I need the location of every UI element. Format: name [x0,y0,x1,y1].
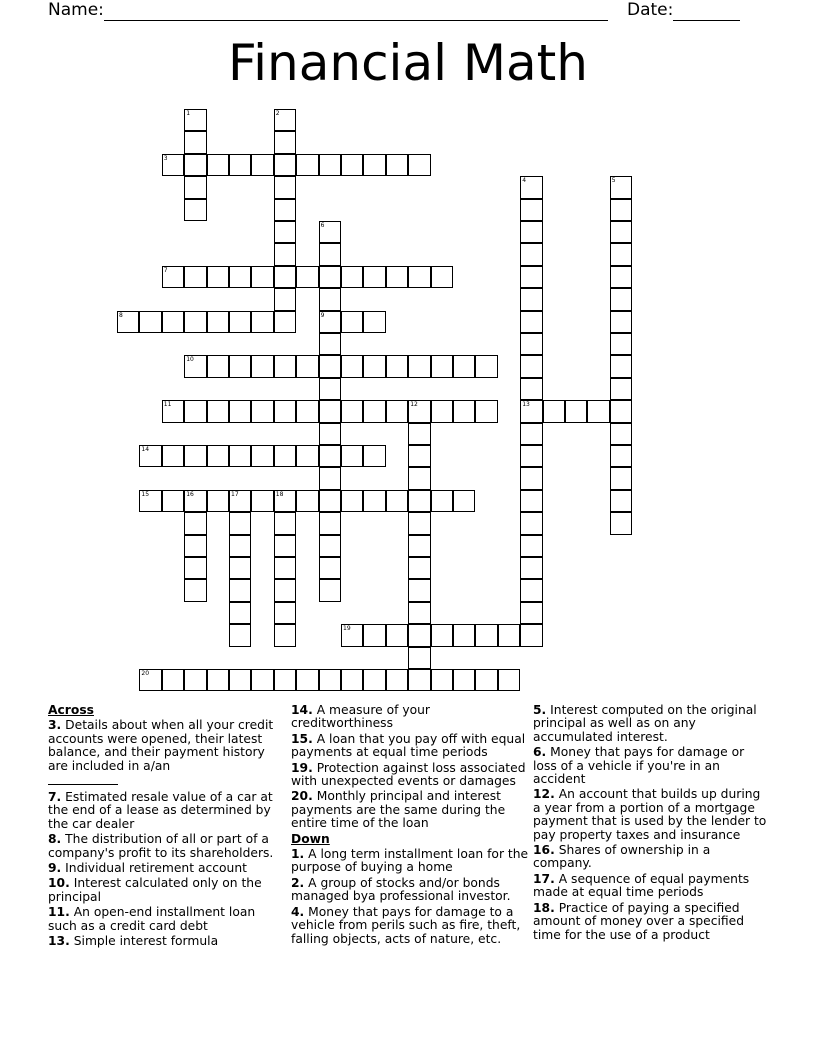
crossword-cell[interactable] [251,355,273,377]
clue-down-4: 4. Money that pays for damage to a vehicle from perils such as fire, theft, falling objects, acts of nature, etc. [291,904,521,946]
crossword-cell[interactable] [162,669,184,691]
crossword-cell[interactable] [184,154,206,176]
crossword-cell[interactable] [498,669,520,691]
clues-column-1 [48,702,286,949]
crossword-cell[interactable] [162,400,184,422]
crossword-cell[interactable] [610,288,632,310]
crossword-cell[interactable] [408,423,430,445]
clue-down-17: 17. A sequence of equal payments made at equal time periods [533,871,750,900]
crossword-cell[interactable] [408,602,430,624]
crossword-cell[interactable] [184,266,206,288]
crossword-cell[interactable] [274,535,296,557]
crossword-cell[interactable] [453,624,475,646]
crossword-cell[interactable] [386,266,408,288]
crossword-cell[interactable] [296,355,318,377]
clue-down-18: 18. Practice of paying a specified amount of money over a specified time for the use of a product [533,900,745,942]
clues-column-3 [533,702,771,942]
clue-number: 14 [141,446,150,453]
crossword-cell[interactable] [610,355,632,377]
crossword-cell[interactable] [274,221,296,243]
clue-number: 15 [141,490,150,498]
clue-across-3: 3. Details about when all your credit accounts were opened, their latest balance, and their payment history are included in a/an [48,719,286,785]
date-label: Date: [627,0,674,20]
crossword-cell[interactable] [341,154,363,176]
crossword-cell[interactable] [229,355,251,377]
crossword-cell[interactable] [363,400,385,422]
name-label: Name: [48,0,104,20]
crossword-cell[interactable] [341,400,363,422]
crossword-cell[interactable] [274,355,296,377]
crossword-cell[interactable] [610,512,632,534]
crossword-cell[interactable] [319,490,341,512]
crossword-cell[interactable] [229,669,251,691]
clue-number: 19 [343,625,351,633]
across-heading: Across [48,703,94,717]
clue-number: 3 [163,154,168,162]
crossword-cell[interactable] [610,378,632,400]
crossword-cell[interactable] [162,445,184,467]
crossword-cell[interactable] [520,579,542,601]
crossword-cell[interactable] [363,154,385,176]
clue-across-10: 10. Interest calculated only on the principal [48,876,262,904]
crossword-cell[interactable] [520,602,542,624]
crossword-cell[interactable] [475,624,497,646]
crossword-cell[interactable] [610,333,632,355]
clue-number: 4 [522,177,527,185]
crossword-cell[interactable] [319,355,341,377]
crossword-cell[interactable] [274,199,296,221]
crossword-cell[interactable] [610,445,632,467]
crossword-cell[interactable] [475,355,497,377]
crossword-cell[interactable] [207,311,229,333]
clue-number: 6 [320,222,325,229]
crossword-cell[interactable] [319,221,341,243]
crossword-cell[interactable] [274,512,296,534]
crossword-cell[interactable] [184,445,206,467]
crossword-cell[interactable] [274,624,296,646]
clue-number: 5 [611,177,616,185]
crossword-cell[interactable] [251,154,273,176]
crossword-cell[interactable] [207,266,229,288]
answer-blank [48,784,118,785]
crossword-cell[interactable] [363,266,385,288]
clue-down-16: 16. Shares of ownership in a company. [533,843,711,871]
crossword-cell[interactable] [229,579,251,601]
crossword-cell[interactable] [610,199,632,221]
crossword-cell[interactable] [184,199,206,221]
crossword-cell[interactable] [184,512,206,534]
clue-down-1: 1. A long term installment loan for the purpose of buying a home [291,847,529,875]
crossword-cell[interactable] [610,176,632,198]
crossword-cell[interactable] [319,445,341,467]
down-heading: Down [291,831,330,846]
clue-across-19: 19. Protection against loss associated with unexpected events or damages [291,760,526,789]
crossword-cell[interactable] [610,311,632,333]
crossword-cell[interactable] [274,579,296,601]
crossword-cell[interactable] [229,512,251,534]
crossword-cell[interactable] [408,579,430,601]
clue-across-11: 11. An open-end installment loan such as a credit card debt [48,905,256,933]
clue-number: 18 [275,490,284,498]
crossword-cell[interactable] [274,400,296,422]
crossword-cell[interactable] [296,669,318,691]
crossword-cell[interactable] [610,400,632,422]
crossword-cell[interactable] [319,557,341,579]
crossword-cell[interactable] [520,423,542,445]
crossword-cell[interactable] [184,355,206,377]
crossword-cell[interactable] [184,400,206,422]
crossword-cell[interactable] [408,624,430,646]
crossword-cell[interactable] [274,266,296,288]
crossword-cell[interactable] [363,490,385,512]
crossword-cell[interactable] [162,311,184,333]
crossword-cell[interactable] [386,669,408,691]
crossword-cell[interactable] [431,400,453,422]
crossword-cell[interactable] [251,400,273,422]
crossword-cell[interactable] [341,355,363,377]
crossword-cell[interactable] [363,311,385,333]
clue-across-20: 20. Monthly principal and interest payments are the same during the entire time of the loan [291,789,506,831]
clue-number: 10 [186,356,194,364]
crossword-cell[interactable] [543,400,565,422]
crossword-cell[interactable] [341,669,363,691]
crossword-cell[interactable] [319,333,341,355]
crossword-cell[interactable] [431,490,453,512]
crossword-cell[interactable] [251,311,273,333]
crossword-cell[interactable] [363,445,385,467]
crossword-cell[interactable] [319,154,341,176]
clue-number: 7 [163,266,168,274]
crossword-cell[interactable] [184,557,206,579]
crossword-cell[interactable] [139,445,161,467]
crossword-cell[interactable] [319,266,341,288]
crossword-cell[interactable] [251,266,273,288]
clue-across-13: 13. Simple interest formula [48,934,219,949]
crossword-cell[interactable] [386,154,408,176]
crossword-cell[interactable] [520,176,542,198]
crossword-cell[interactable] [184,490,206,512]
crossword-cell[interactable] [408,467,430,489]
clue-across-9: 9. Individual retirement account [48,861,247,876]
clue-down-6: 6. Money that pays for damage or loss of a vehicle if you're in an accident [533,745,745,787]
crossword-cell[interactable] [520,199,542,221]
clue-across-15: 15. A loan that you pay off with equal payments at equal time periods [291,731,526,760]
clue-across-7: 7. Estimated resale value of a car at the end of a lease as determined by the car dealer [48,790,273,831]
crossword-cell[interactable] [520,311,542,333]
crossword-cell[interactable] [431,669,453,691]
crossword-cell[interactable] [408,512,430,534]
header [0,0,816,30]
clue-number: 11 [163,401,172,409]
crossword-cell[interactable] [408,669,430,691]
clues-column-2 [291,702,529,946]
crossword-cell[interactable] [610,266,632,288]
clue-number: 12 [410,401,418,409]
crossword-cell[interactable] [386,624,408,646]
crossword-cell[interactable] [610,221,632,243]
crossword-cell[interactable] [341,624,363,646]
crossword-cell[interactable] [386,490,408,512]
clue-down-5: 5. Interest computed on the original principal as well as on any accumulated interest. [533,703,757,744]
crossword-cell[interactable] [431,624,453,646]
page-title: Financial Math [228,34,588,92]
clue-number: 1 [186,110,191,117]
crossword-cell[interactable] [363,355,385,377]
crossword-cell[interactable] [520,243,542,265]
crossword-cell[interactable] [520,378,542,400]
crossword-cell[interactable] [319,535,341,557]
crossword-cell[interactable] [408,445,430,467]
clue-number: 17 [231,490,239,498]
crossword-cell[interactable] [274,602,296,624]
crossword-cell[interactable] [408,535,430,557]
crossword-cell[interactable] [520,490,542,512]
crossword-cell[interactable] [408,154,430,176]
crossword-cell[interactable] [498,624,520,646]
crossword-cell[interactable] [274,109,296,131]
clue-number: 8 [119,311,123,319]
crossword-cell[interactable] [274,311,296,333]
crossword-cell[interactable] [229,490,251,512]
crossword-cell[interactable] [610,490,632,512]
crossword-cell[interactable] [184,579,206,601]
crossword-cell[interactable] [520,557,542,579]
crossword-cell[interactable] [117,311,139,333]
crossword-cell[interactable] [139,669,161,691]
crossword-cell[interactable] [207,490,229,512]
crossword-cell[interactable] [408,490,430,512]
crossword-cell[interactable] [520,400,542,422]
crossword-cell[interactable] [386,400,408,422]
crossword-cell[interactable] [341,266,363,288]
crossword-cell[interactable] [363,624,385,646]
crossword-cell[interactable] [610,423,632,445]
crossword-cell[interactable] [520,467,542,489]
crossword-cell[interactable] [207,154,229,176]
name-field[interactable] [104,20,608,21]
crossword-cell[interactable] [520,221,542,243]
crossword-cell[interactable] [229,266,251,288]
crossword-cell[interactable] [341,311,363,333]
date-field[interactable] [673,20,740,21]
crossword-cell[interactable] [610,243,632,265]
crossword-cell[interactable] [229,445,251,467]
crossword-cell[interactable] [184,535,206,557]
clue-number: 13 [522,401,530,409]
crossword-cell[interactable] [319,243,341,265]
crossword-cell[interactable] [162,154,184,176]
crossword-cell[interactable] [520,355,542,377]
crossword-cell[interactable] [139,490,161,512]
crossword-cell[interactable] [296,154,318,176]
crossword-cell[interactable] [475,669,497,691]
crossword-cell[interactable] [341,445,363,467]
crossword-cell[interactable] [229,535,251,557]
crossword-cell[interactable] [207,355,229,377]
crossword-cell[interactable] [251,490,273,512]
clue-number: 2 [275,110,280,117]
crossword-cell[interactable] [274,557,296,579]
crossword-cell[interactable] [520,288,542,310]
crossword-cell[interactable] [408,647,430,669]
crossword-cell[interactable] [274,154,296,176]
crossword-cell[interactable] [184,131,206,153]
crossword-cell[interactable] [453,355,475,377]
crossword-cell[interactable] [229,624,251,646]
crossword-cell[interactable] [139,311,161,333]
crossword-cell[interactable] [229,400,251,422]
crossword-cell[interactable] [453,490,475,512]
crossword-cell[interactable] [453,400,475,422]
clue-number: 20 [141,670,150,677]
crossword-cell[interactable] [229,311,251,333]
crossword-cell[interactable] [184,669,206,691]
crossword-cell[interactable] [363,669,385,691]
clue-number: 16 [186,490,194,498]
crossword-cell[interactable] [431,355,453,377]
crossword-cell[interactable] [207,400,229,422]
crossword-cell[interactable] [319,423,341,445]
crossword-cell[interactable] [229,154,251,176]
clue-down-12: 12. An account that builds up during a year from a portion of a mortgage payment that is used by the lender to pay property taxes and insurance [533,787,767,842]
crossword-cell[interactable] [162,490,184,512]
crossword-cell[interactable] [274,131,296,153]
crossword-cell[interactable] [229,602,251,624]
crossword-cell[interactable] [341,490,363,512]
crossword-cell[interactable] [431,266,453,288]
crossword-cell[interactable] [184,311,206,333]
crossword-cell[interactable] [296,400,318,422]
crossword-cell[interactable] [520,445,542,467]
crossword-cell[interactable] [319,378,341,400]
crossword-cell[interactable] [520,535,542,557]
crossword-cell[interactable] [319,467,341,489]
crossword-cell[interactable] [207,669,229,691]
crossword-cell[interactable] [453,669,475,691]
crossword-cell[interactable] [274,669,296,691]
crossword-cell[interactable] [408,266,430,288]
crossword-cell[interactable] [520,333,542,355]
crossword-cell[interactable] [229,557,251,579]
crossword-cell[interactable] [408,400,430,422]
crossword-cell[interactable] [207,445,229,467]
crossword-cell[interactable] [319,288,341,310]
crossword-cell[interactable] [274,288,296,310]
crossword-cell[interactable] [408,355,430,377]
crossword-cell[interactable] [319,579,341,601]
clue-across-14: 14. A measure of your creditworthiness [291,703,430,731]
crossword-cell[interactable] [274,176,296,198]
crossword-cell[interactable] [587,400,609,422]
crossword-cell[interactable] [319,669,341,691]
crossword-cell[interactable] [520,512,542,534]
crossword-cell[interactable] [162,266,184,288]
crossword-cell[interactable] [319,512,341,534]
crossword-cell[interactable] [319,311,341,333]
crossword-cell[interactable] [520,624,542,646]
crossword-cell[interactable] [520,266,542,288]
crossword-cell[interactable] [274,490,296,512]
crossword-cell[interactable] [274,243,296,265]
crossword-cell[interactable] [610,467,632,489]
clue-down-2: 2. A group of stocks and/or bonds managed bya professional investor. [291,875,511,904]
crossword-cell[interactable] [251,445,273,467]
crossword-cell[interactable] [296,266,318,288]
clue-number: 9 [320,311,325,319]
crossword-cell[interactable] [184,109,206,131]
crossword-cell[interactable] [251,669,273,691]
crossword-cell[interactable] [296,445,318,467]
crossword-cell[interactable] [184,176,206,198]
crossword-cell[interactable] [319,400,341,422]
crossword-cell[interactable] [386,355,408,377]
crossword-cell[interactable] [565,400,587,422]
crossword-cell[interactable] [296,490,318,512]
crossword-cell[interactable] [274,445,296,467]
crossword-cell[interactable] [408,557,430,579]
crossword-cell[interactable] [475,400,497,422]
clue-across-8: 8. The distribution of all or part of a company's profit to its shareholders. [48,832,274,860]
